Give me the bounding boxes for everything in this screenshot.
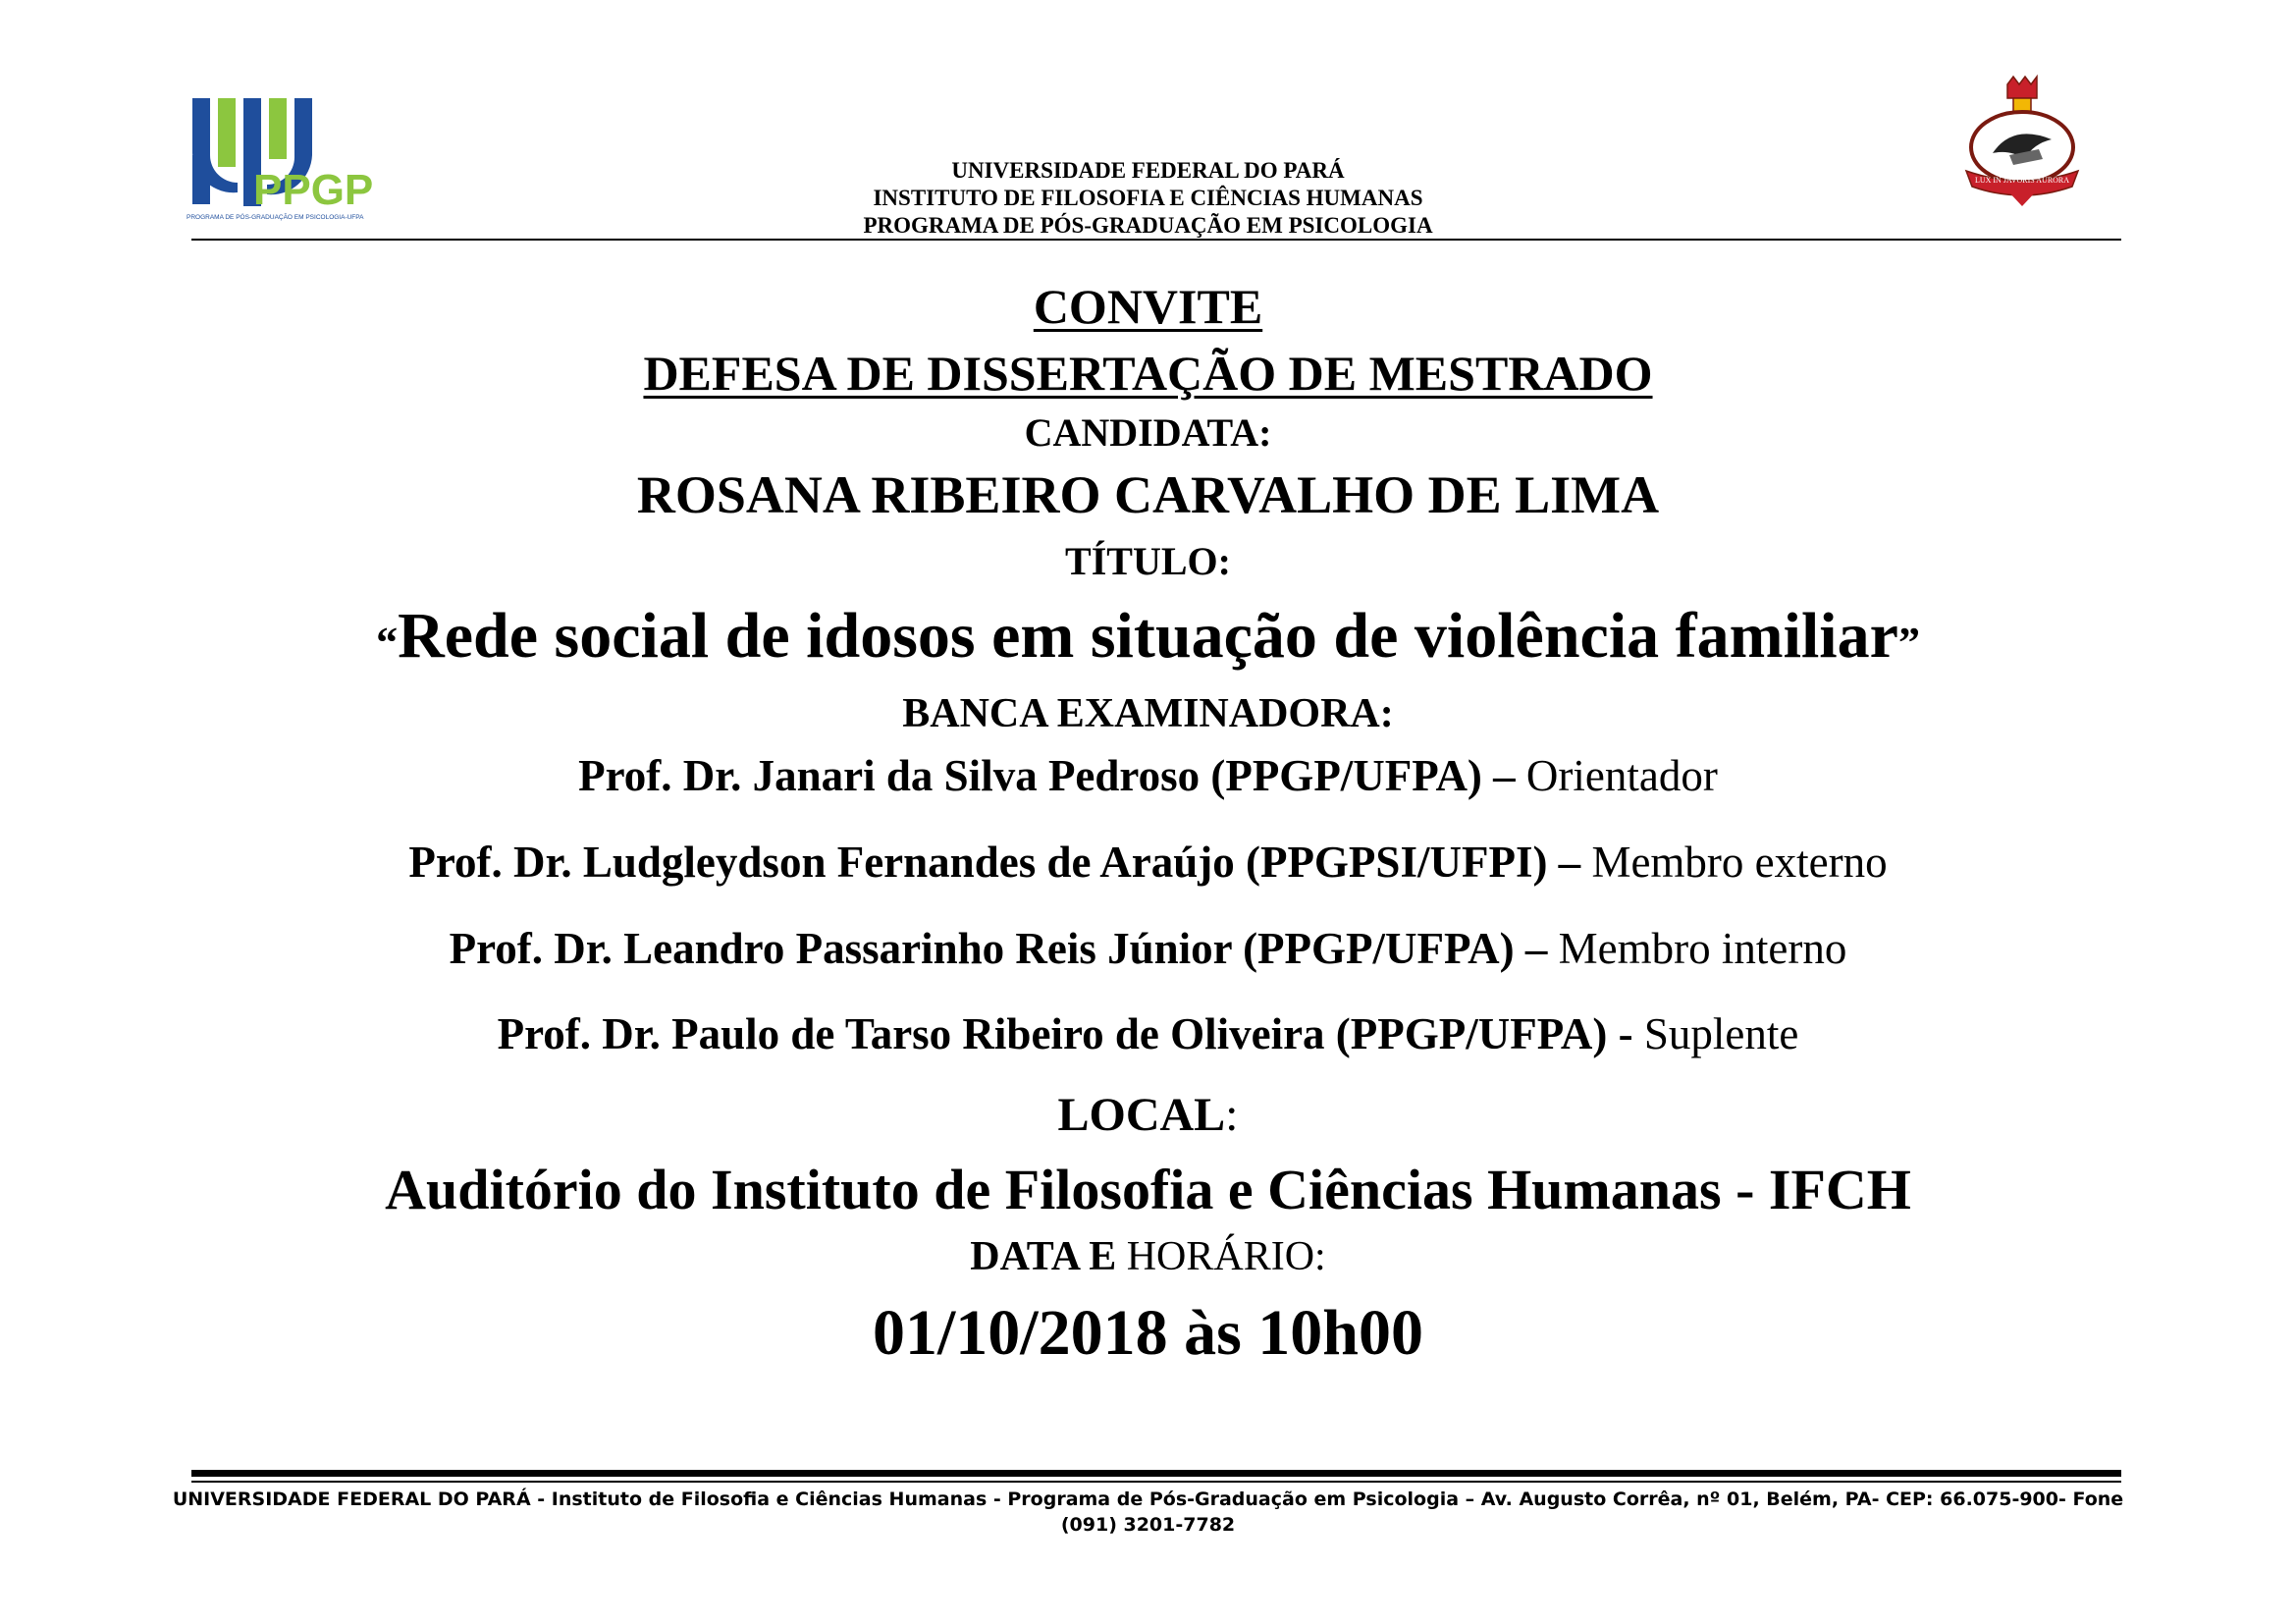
header-program: PROGRAMA DE PÓS-GRADUAÇÃO EM PSICOLOGIA — [863, 213, 1433, 238]
dissertation-title — [0, 599, 2296, 674]
ppgp-logo-caption: PROGRAMA DE PÓS-GRADUAÇÃO EM PSICOLOGIA-UFPA — [187, 214, 364, 221]
title-close-quote: ” — [1897, 619, 1920, 667]
committee-member — [0, 837, 2296, 888]
ufpa-crest-banner: LUX IN JAVORIS AURORA — [1974, 176, 2070, 185]
footer-address: UNIVERSIDADE FEDERAL DO PARÁ - Instituto de Filosofia e Ciências Humanas - Programa de Pós-Graduação em Psicologia – Av. Augusto Corrêa, nº 01, Belém, PA- CEP: 66.075-900- Fone — [172, 1489, 2124, 1510]
date-time-label — [0, 1233, 2296, 1280]
header-university: UNIVERSIDADE FEDERAL DO PARÁ — [951, 158, 1345, 183]
committee-member-role: Membro interno — [1547, 924, 1847, 973]
committee-member-role: Orientador — [1515, 751, 1718, 800]
invitation-heading: CONVITE — [1033, 279, 1263, 334]
title-label: TÍTULO: — [1065, 539, 1231, 583]
header-divider — [191, 239, 2121, 241]
committee-member — [0, 750, 2296, 801]
candidate-name: ROSANA RIBEIRO CARVALHO DE LIMA — [636, 465, 1660, 524]
footer-divider-thin — [191, 1481, 2121, 1483]
footer-divider-thick — [191, 1470, 2121, 1477]
title-open-quote: “ — [376, 619, 399, 667]
committee-member-name: Prof. Dr. Paulo de Tarso Ribeiro de Oliveira (PPGP/UFPA) - — [497, 1009, 1633, 1058]
header-institute: INSTITUTO DE FILOSOFIA E CIÊNCIAS HUMANAS — [873, 186, 1423, 210]
location: Auditório do Instituto de Filosofia e Ciências Humanas - IFCH — [385, 1158, 1911, 1221]
footer-phone: (091) 3201-7782 — [1060, 1514, 1236, 1536]
committee-member-name: Prof. Dr. Leandro Passarinho Reis Júnior (PPGP/UFPA) – — [449, 924, 1548, 973]
defense-heading: DEFESA DE DISSERTAÇÃO DE MESTRADO — [643, 346, 1653, 401]
ppgp-logo-text: PPGP — [253, 166, 374, 214]
date-label-text: DATA E — [970, 1234, 1117, 1279]
committee-member — [0, 1008, 2296, 1059]
dissertation-title-text: Rede social de idosos em situação de violência familiar — [398, 600, 1898, 672]
location-label-text: LOCAL — [1057, 1089, 1226, 1141]
ufpa-crest-icon — [1949, 77, 2096, 224]
committee-member-role: Suplente — [1632, 1009, 1799, 1058]
committee-member-name: Prof. Dr. Ludgleydson Fernandes de Araújo (PPGPSI/UFPI) – — [408, 838, 1581, 887]
committee-member-name: Prof. Dr. Janari da Silva Pedroso (PPGP/UFPA) – — [578, 751, 1516, 800]
location-label — [0, 1088, 2296, 1142]
date-time: 01/10/2018 às 10h00 — [872, 1297, 1424, 1369]
candidate-label: CANDIDATA: — [1024, 410, 1272, 455]
committee-member-role: Membro externo — [1580, 838, 1888, 887]
time-label-text: HORÁRIO: — [1116, 1234, 1326, 1279]
committee-label: BANCA EXAMINADORA: — [902, 691, 1394, 736]
committee-member — [0, 923, 2296, 974]
location-label-colon: : — [1225, 1089, 1239, 1141]
